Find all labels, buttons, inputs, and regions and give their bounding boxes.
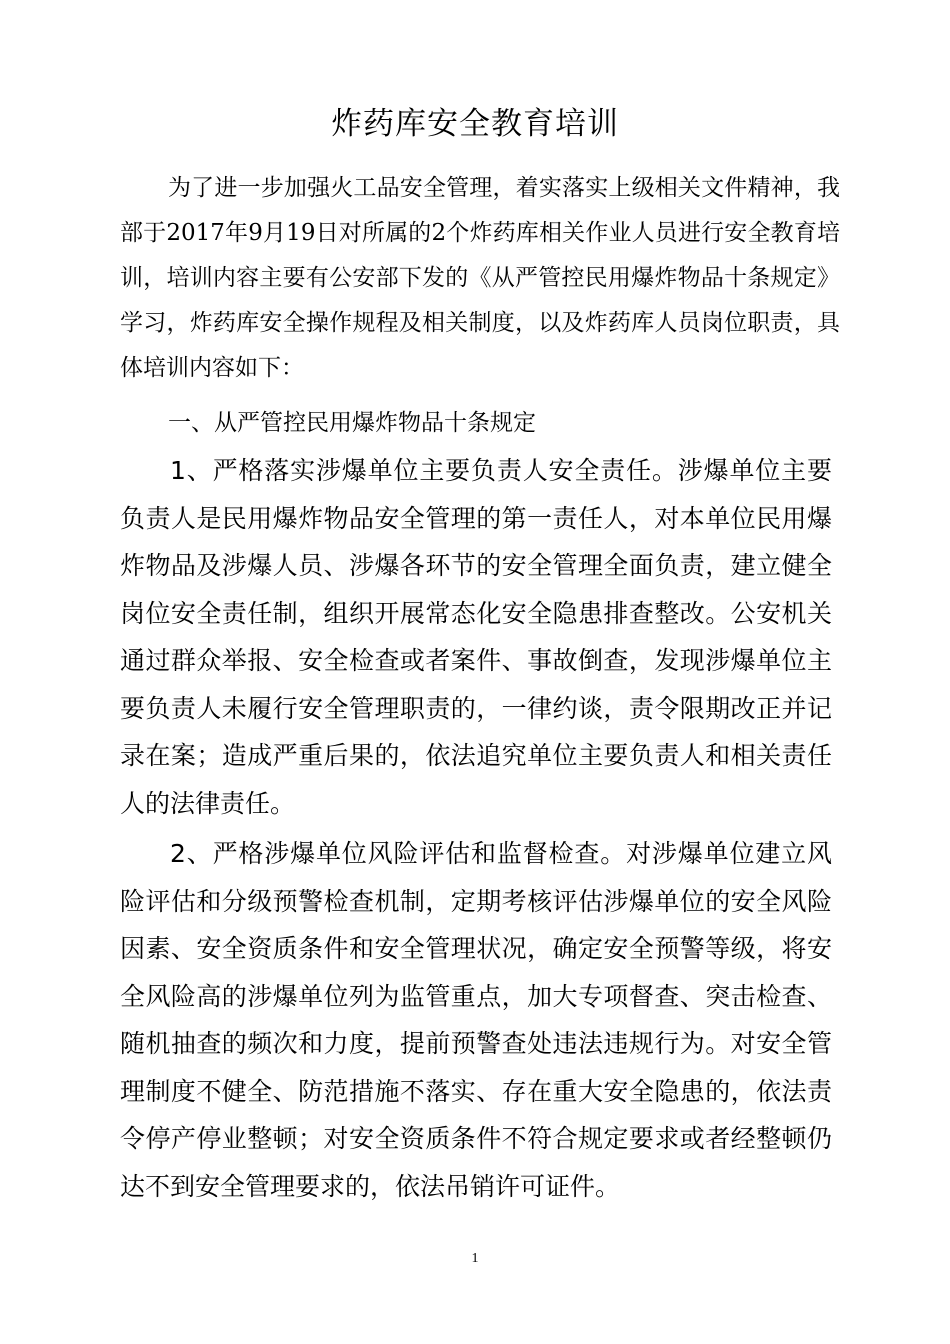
rule-paragraph-2: 2、严格涉爆单位风险评估和监督检查。对涉爆单位建立风险评估和分级预警检查机制，定期考核评估涉爆单位的安全风险因素、安全资质条件和安全管理状况，确定安全预警等级，将安全风险高的涉爆单位列为监管重点，加大专项督查、突击检查、随机抽查的频次和力度，提前预警查处违法违规行为。对安全管理制度不健全、防范措施不落实、存在重大安全隐患的，依法责令停产停业整顿；对安全资质条件不符合规定要求或者经整顿仍达不到安全管理要求的，依法吊销许可证件。 <box>120 839 832 1201</box>
rule-paragraph-1: 1、严格落实涉爆单位主要负责人安全责任。涉爆单位主要负责人是民用爆炸物品安全管理的第一责任人，对本单位民用爆炸物品及涉爆人员、涉爆各环节的安全管理全面负责，建立健全岗位安全责任制，组织开展常态化安全隐患排查整改。公安机关通过群众举报、安全检查或者案件、事故倒查，发现涉爆单位主要负责人未履行安全管理职责的，一律约谈，责令限期改正并记录在案；造成严重后果的，依法追究单位主要负责人和相关责任人的法律责任。 <box>120 456 832 818</box>
section-heading: 一、从严管控民用爆炸物品十条规定 <box>168 410 536 436</box>
page-number: 1 <box>471 1251 479 1266</box>
document-title: 炸药库安全教育培训 <box>331 106 619 142</box>
intro-paragraph: 为了进一步加强火工品安全管理，着实落实上级相关文件精神，我部于2017年9月19日对所属的2个炸药库相关作业人员进行安全教育培训，培训内容主要有公安部下发的《从严管控民用爆炸物品十条规定》学习，炸药库安全操作规程及相关制度，以及炸药库人员岗位职责，具体培训内容如下： <box>120 175 840 381</box>
